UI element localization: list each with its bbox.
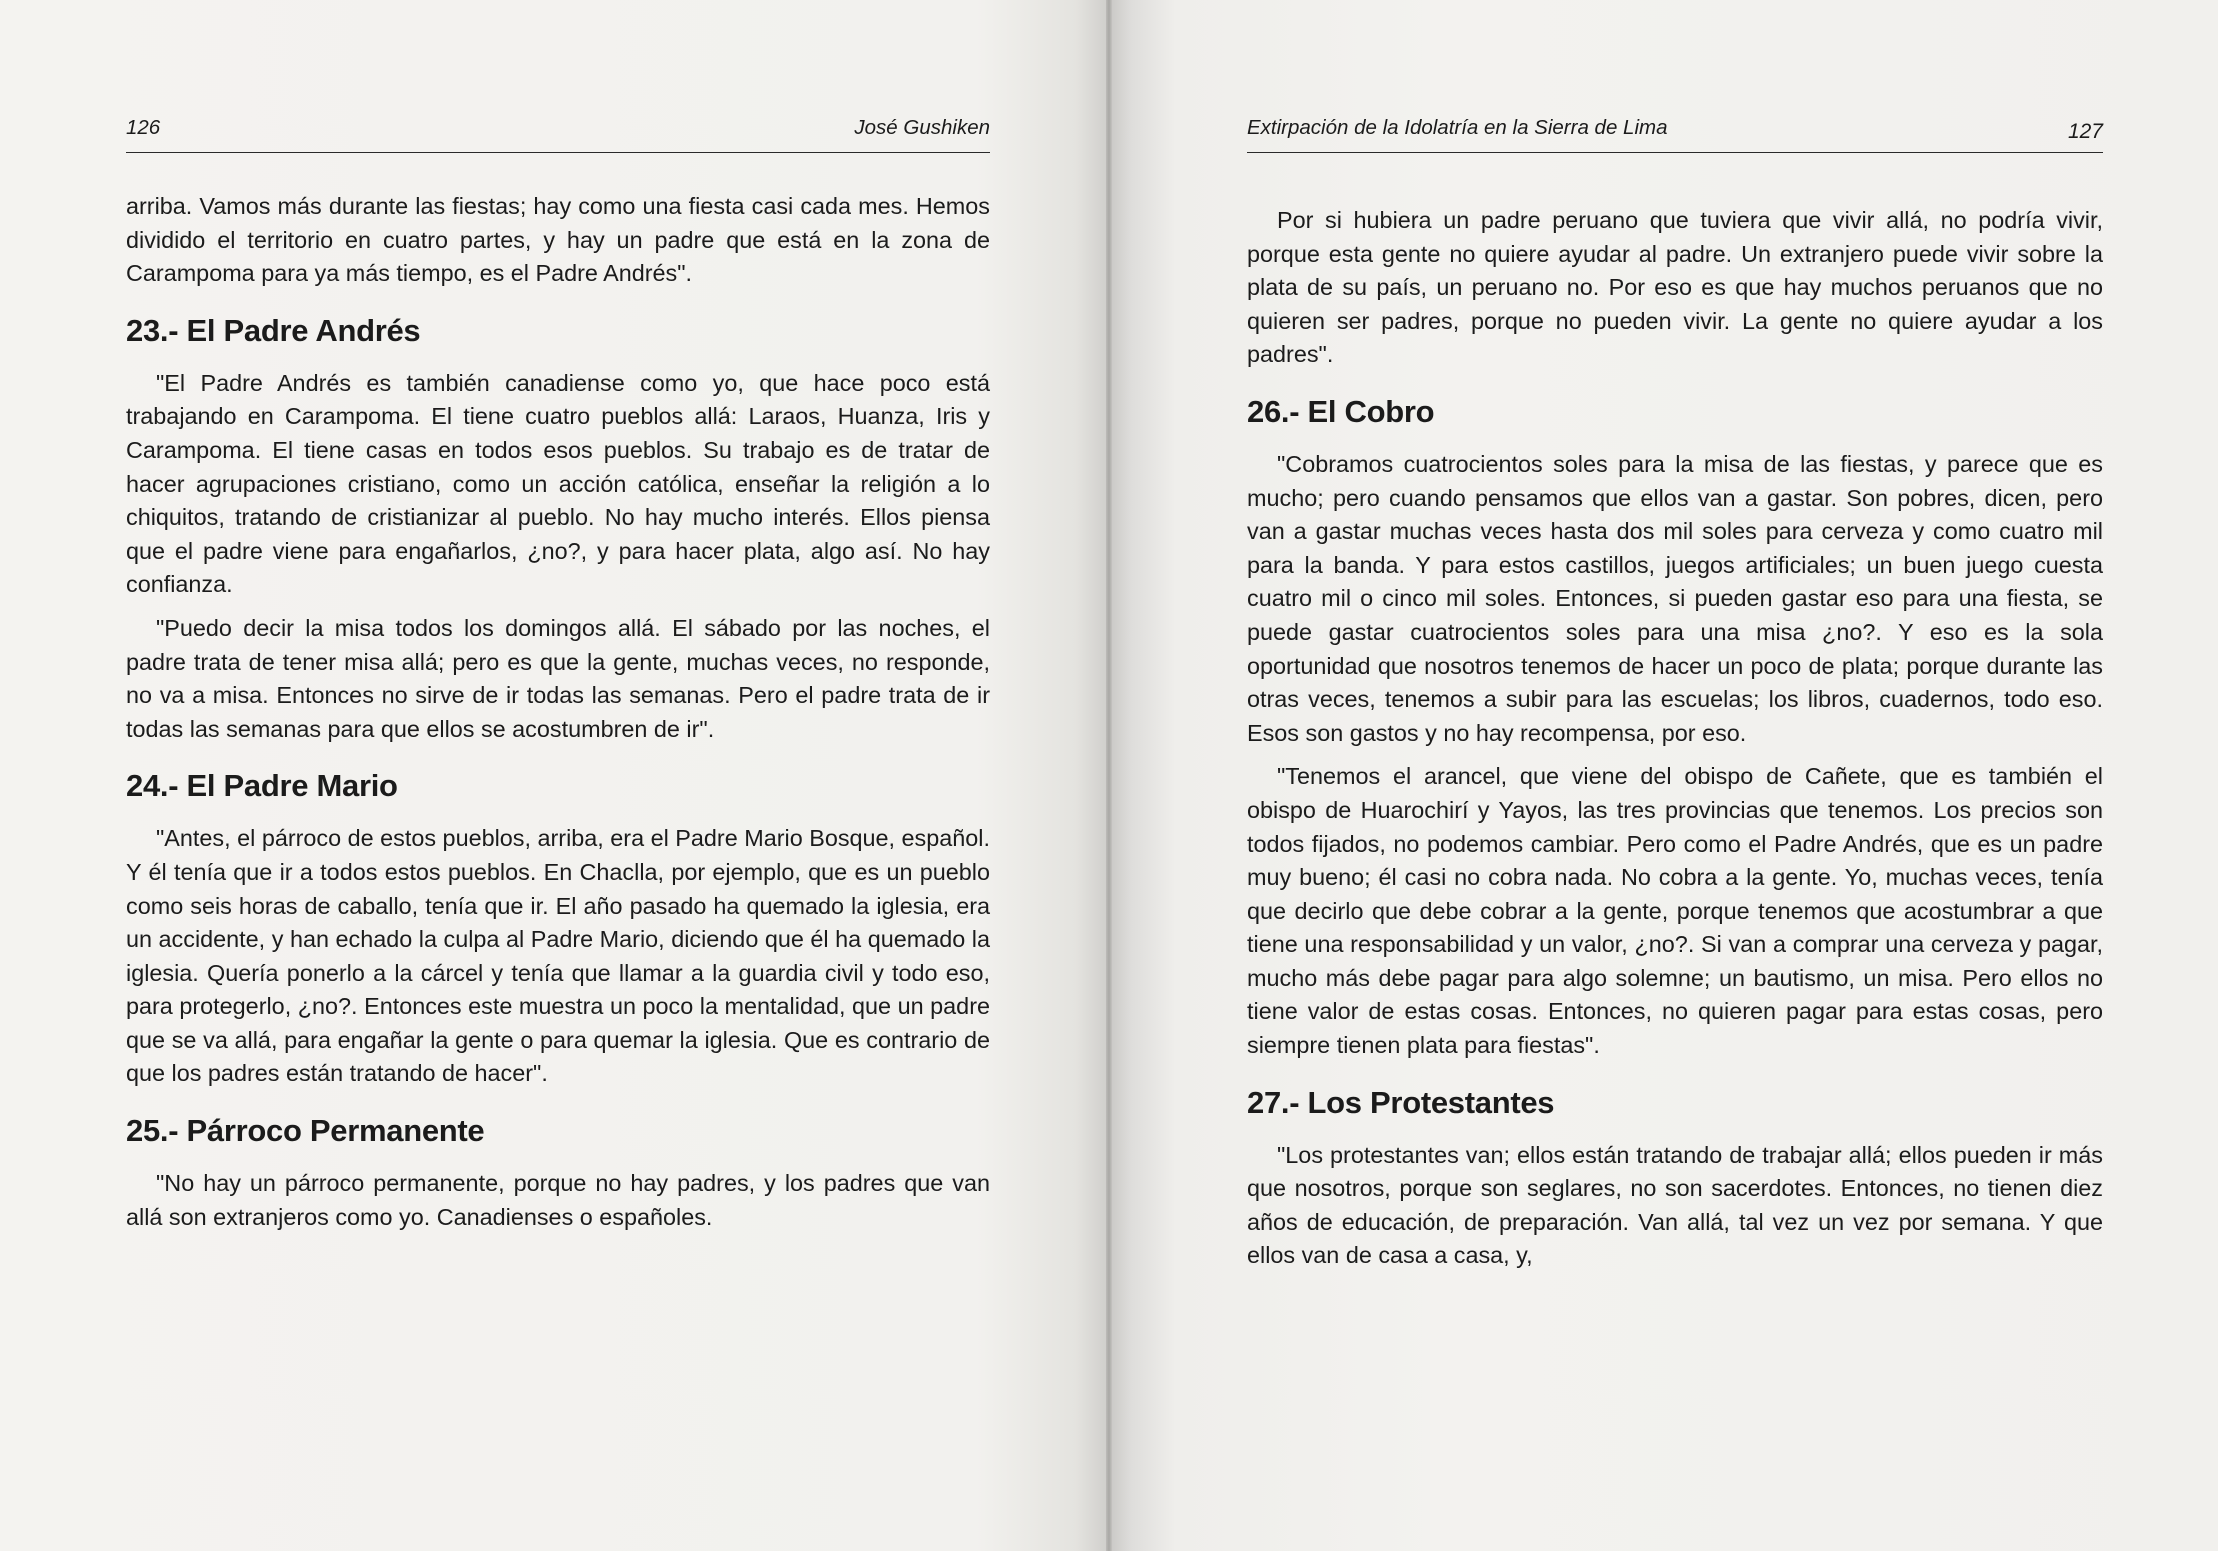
paragraph: "El Padre Andrés es también canadiense como yo, que hace poco está trabajando en Carampoma. El tiene cuatro pueblos allá: Laraos, Huanza, Iris y Carampoma. El tiene casas en todos esos pueblos. Su trabajo es de tratar de hacer agrupaciones cristiano, como un acción católica, enseñar la religión a lo chiquitos, tratando de cristianizar al pueblo. No hay mucho interés. Ellos piensa que el padre viene para engañarlos, ¿no?, y para hacer plata, algo así. No hay confianza. [126,369,990,598]
section-heading: 25.- Párroco Permanente [126,1113,485,1149]
paragraph: "No hay un párroco permanente, porque no hay padres, y los padres que van allá son extranjeros como yo. Canadienses o españoles. [126,1170,990,1230]
running-title: Extirpación de la Idolatría en la Sierra de Lima [1247,116,1668,139]
paragraph: Por si hubiera un padre peruano que tuviera que vivir allá, no podría vivir, porque esta gente no quiere ayudar al padre. Un extranjero puede vivir sobre la plata de su país, un peruano no. Por eso es que hay muchos peruanos que no quieren ser padres, porque no pueden vivir. La gente no quiere ayudar a los padres". [1247,207,2103,368]
page-number: 126 [126,116,161,139]
section-heading: 24.- El Padre Mario [126,768,398,804]
paragraph: arriba. Vamos más durante las fiestas; hay como una fiesta casi cada mes. Hemos dividido el territorio en cuatro partes, y hay un padre que está en la zona de Carampoma para ya más tiempo, es el Padre Andrés". [126,193,990,287]
paragraph: "Tenemos el arancel, que viene del obispo de Cañete, que es también el obispo de Huarochirí y Yayos, las tres provincias que tenemos. Los precios son todos fijados, no podemos cambiar. Pero como el Padre Andrés, que es un padre muy bueno; él casi no cobra nada. No cobra a la gente. Yo, muchas veces, tenía que decirlo que debe cobrar a la gente, porque tenemos que acostumbrar a que tiene una responsabilidad y un valor, ¿no?. Si van a comprar una cerveza y pagar, mucho más debe pagar para algo solemne; un bautismo, un misa. Pero ellos no tiene valor de estas cosas. Entonces, no quieren pagar para estas cosas, pero siempre tienen plata para fiestas". [1247,763,2103,1059]
left-page-body [126,190,990,1244]
paragraph: "Los protestantes van; ellos están tratando de trabajar allá; ellos pueden ir más que nosotros, porque son seglares, no son sacerdotes. Entonces, no tienen diez años de educación, de preparación. Van allá, tal vez un vez por semana. Y que ellos van de casa a casa, y, [1247,1141,2103,1269]
left-page-header [126,108,990,153]
running-title: José Gushiken [854,116,990,139]
right-page [1109,0,2218,1551]
paragraph: "Cobramos cuatrocientos soles para la misa de las fiestas, y parece que es mucho; pero cuando pensamos que ellos van a gastar. Son pobres, dicen, pero van a gastar muchas veces hasta dos mil soles para cerveza y como cuatro mil para la banda. Y para estos castillos, juegos artificiales; un buen juego cuesta cuatro mil o cinco mil soles. Entonces, si pueden gastar eso para una fiesta, se puede gastar cuatrocientos soles para una misa ¿no?. Y eso es la sola oportunidad que nosotros tenemos de hacer un poco de plata; porque durante las otras veces, tenemos a subir para las escuelas; los libros, cuadernos, todo eso. Esos son gastos y no hay recompensa, por eso. [1247,450,2103,746]
paragraph: "Puedo decir la misa todos los domingos allá. El sábado por las noches, el padre trata de tener misa allá; pero es que la gente, muchas veces, no responde, no va a misa. Entonces no sirve de ir todas las semanas. Pero el padre trata de ir todas las semanas para que ellos se acostumbren de ir". [126,614,990,742]
right-page-header [1247,108,2103,153]
page-number: 127 [2067,120,2103,143]
section-heading: 23.- El Padre Andrés [126,312,421,348]
right-page-body [1247,204,2103,1283]
section-heading: 27.- Los Protestantes [1247,1084,1555,1120]
book-gutter [1106,0,1112,1551]
section-heading: 26.- El Cobro [1247,393,1435,429]
paragraph: "Antes, el párroco de estos pueblos, arriba, era el Padre Mario Bosque, español. Y él tenía que ir a todos estos pueblos. En Chaclla, por ejemplo, que es un pueblo como seis horas de caballo, tenía que ir. El año pasado ha quemado la iglesia, era un accidente, y han echado la culpa al Padre Mario, diciendo que él ha quemado la iglesia. Quería ponerlo a la cárcel y tenía que llamar a la guardia civil y todo eso, para protegerlo, ¿no?. Entonces este muestra un poco la mentalidad, que un padre que se va allá, para engañar la gente o para quemar la iglesia. Que es contrario de que los padres están tratando de hacer". [126,825,990,1087]
